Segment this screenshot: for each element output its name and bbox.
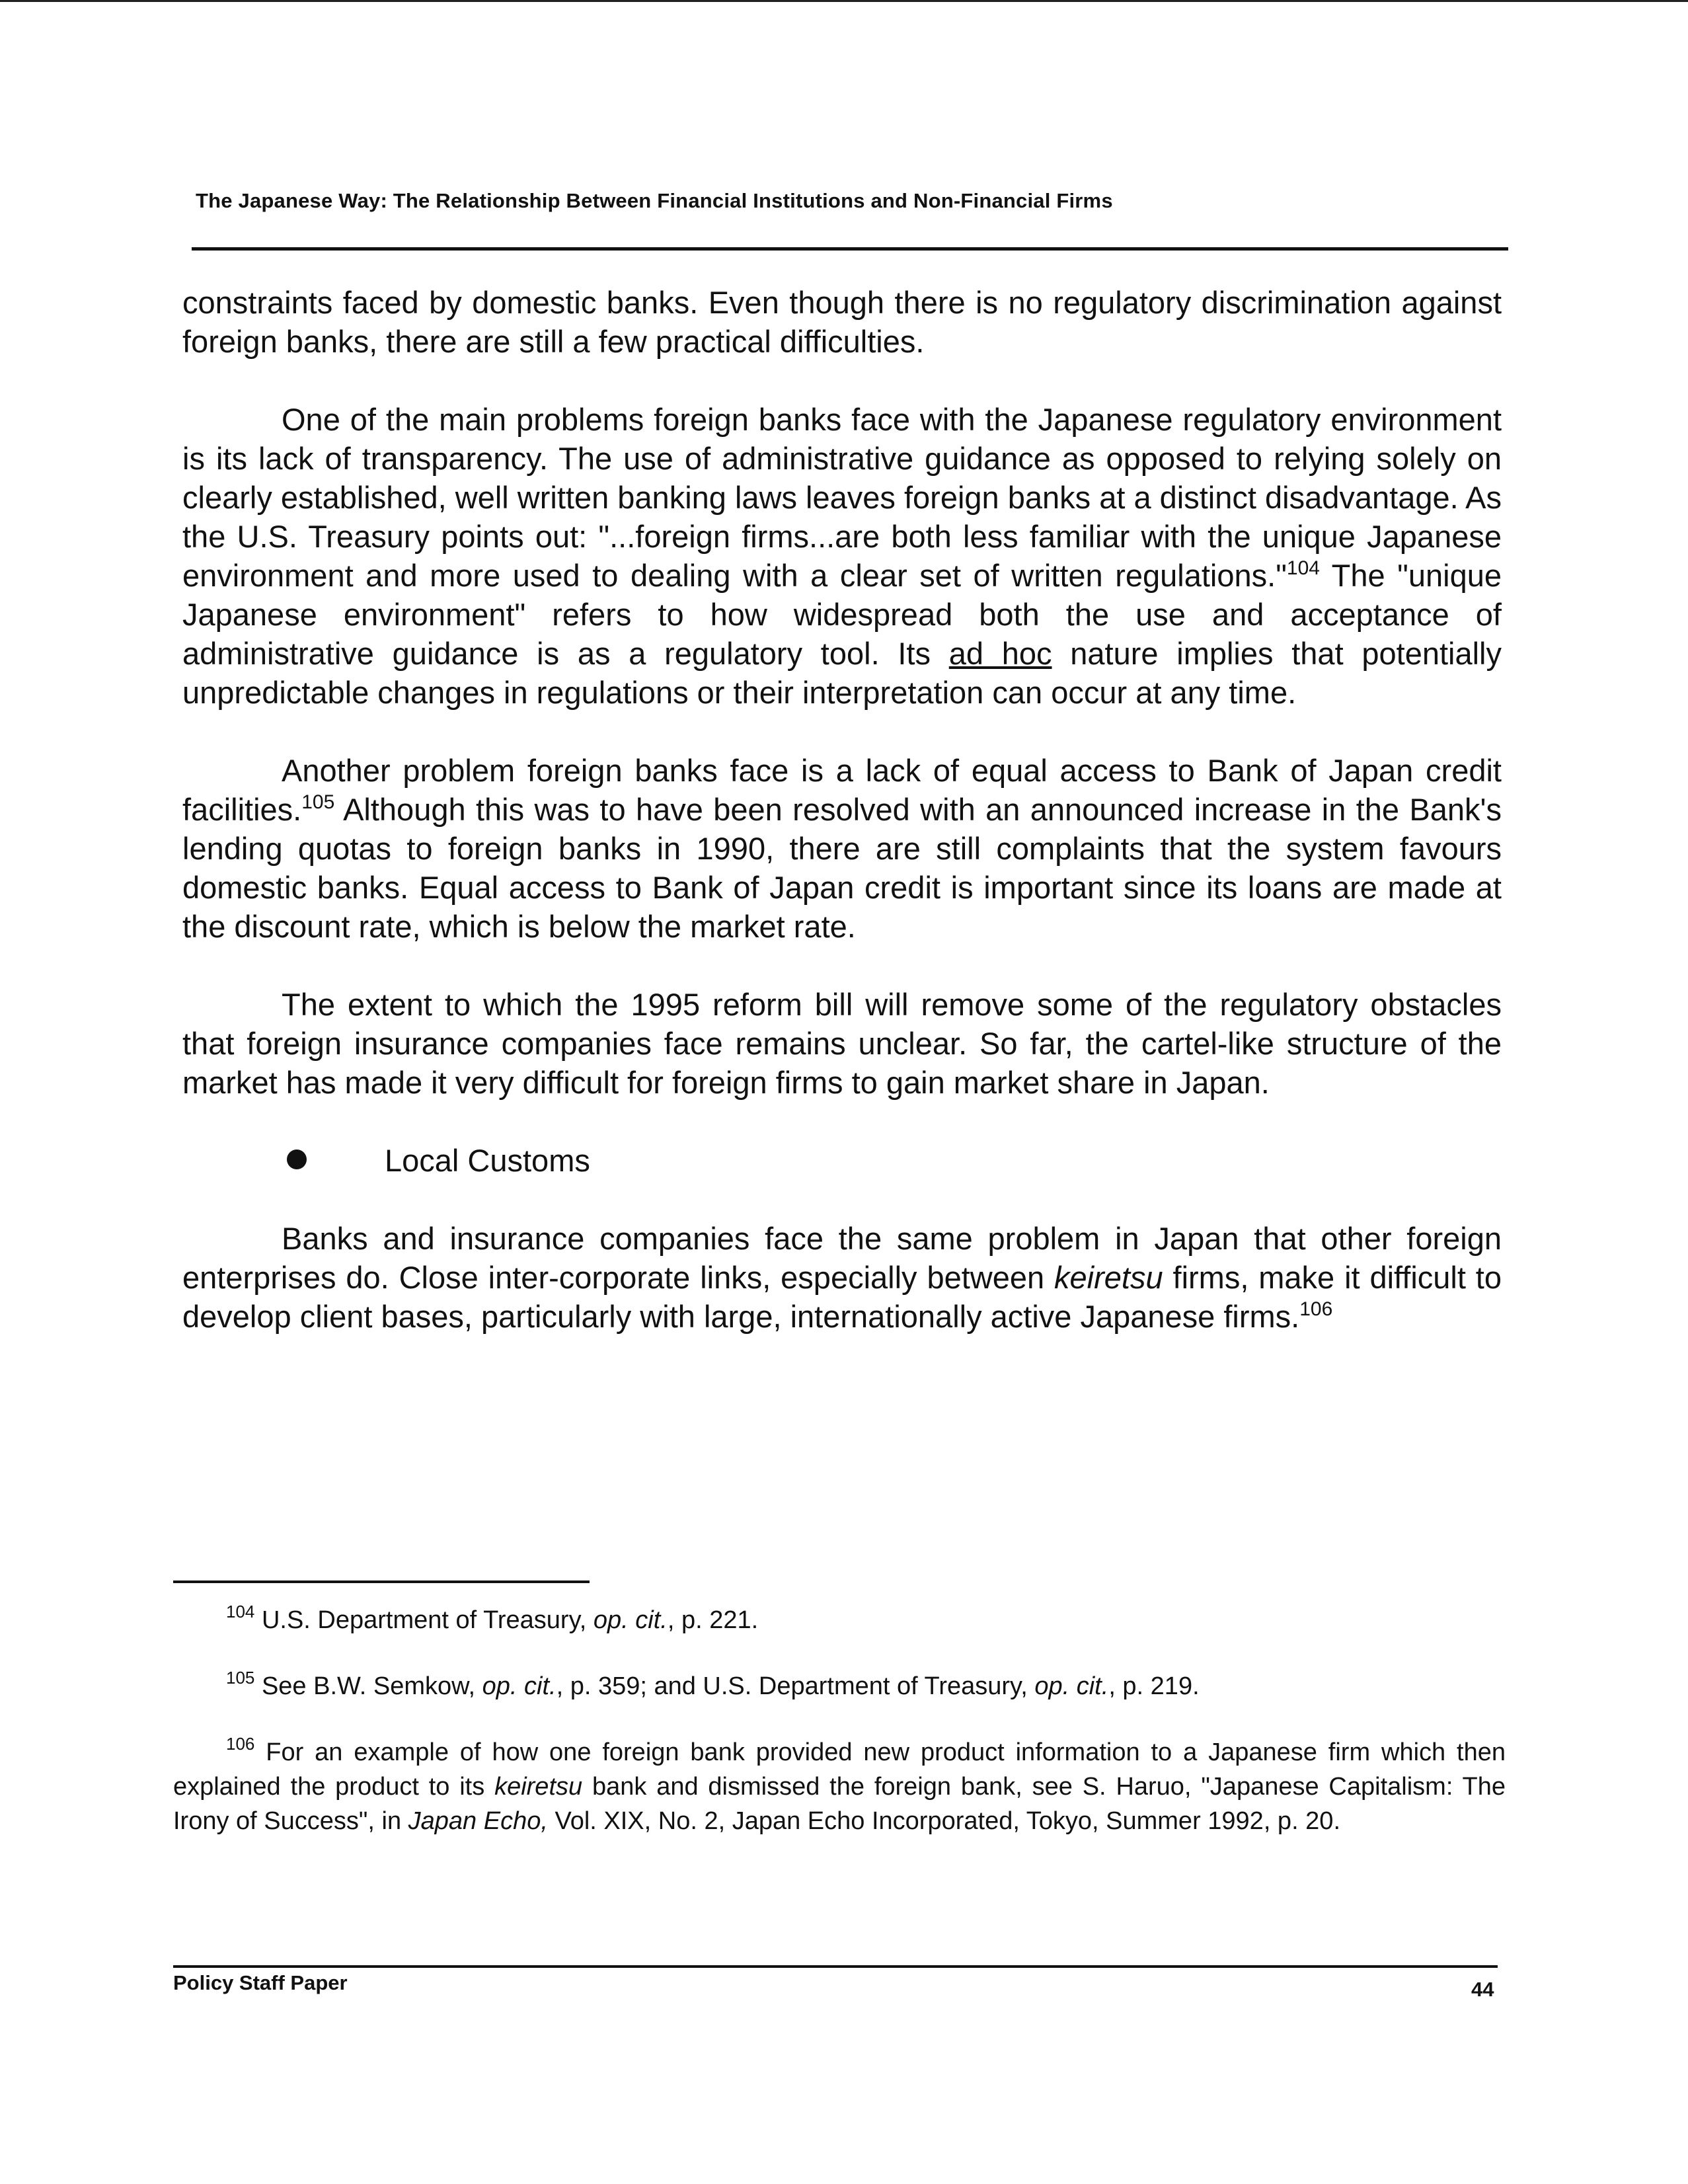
footnote-104: $^{104}$ U.S. Department of Treasury, op. cit., p. 221. (226, 1602, 759, 1634)
bullet-section-heading (182, 1141, 1502, 1180)
footnote-separator (173, 1580, 590, 1583)
body-text (182, 283, 1502, 1375)
running-header: The Japanese Way: The Relationship Between Financial Institutions and Non-Financial Firms (196, 189, 1113, 212)
footnote-105: $^{105}$ See B.W. Semkow, op. cit., p. 359; and U.S. Department of Treasury, op. cit., p. 219. (226, 1668, 1200, 1700)
paragraph-continuation: constraints faced by domestic banks. Even though there is no regulatory discrimination against foreign banks, there are still a few practical difficulties. (182, 285, 1502, 359)
paragraph-local-customs: Banks and insurance companies face the same problem in Japan that other foreign enterprises do. Close inter-corporate links, especially between keiretsu firms, make it difficult to develop client bases, particularly with large, internationally active Japanese firms.$^{106}$ (182, 1221, 1502, 1334)
footer-rule (173, 1965, 1498, 1968)
ad-hoc-underlined: ad hoc (948, 636, 1052, 671)
footer-series-title: Policy Staff Paper (173, 1971, 348, 1994)
footnote-ref-106[interactable]: 106 (1299, 1298, 1333, 1320)
bullet-icon (287, 1150, 307, 1169)
header-rule (192, 247, 1508, 251)
page-number: 44 (1471, 1978, 1494, 2001)
footnote-106: $^{106}$ For an example of how one foreign bank provided new product information to a Japanese firm which then explained the product to its keiretsu bank and dismissed the foreign bank, see S. Haruo, "Japanese Capitalism: The Irony of Success", in Japan Echo, Vol. XIX, No. 2, Japan Echo Incorporated, Tokyo, Summer 1992, p. 20. (173, 1734, 1506, 1835)
section-heading-local-customs: Local Customs (385, 1143, 590, 1178)
keiretsu-italic: keiretsu (1054, 1260, 1163, 1295)
footnotes (173, 1603, 1506, 1870)
paragraph-transparency: One of the main problems foreign banks face with the Japanese regulatory environment is its lack of transparency. The use of administrative guidance as opposed to relying solely on clearly established, well written banking laws leaves foreign banks at a distinct disadvantage. As the U.S. Treasury points out: "...foreign firms...are both less familiar with the unique Japanese environment and more used to dealing with a clear set of written regulations."$^{104}$ The "unique Japanese environment" refers to how widespread both the use and acceptance of administrative guidance is as a regulatory tool. Its ad hoc nature implies that potentially unpredictable changes in regulations or their interpretation can occur at any time. (182, 402, 1502, 710)
document-page (173, 0, 1506, 2184)
footnote-ref-105[interactable]: 105 (301, 791, 335, 813)
paragraph-reform-bill: The extent to which the 1995 reform bill will remove some of the regulatory obstacles that foreign insurance companies face remains unclear. So far, the cartel-like structure of the market has made it very difficult for foreign firms to gain market share in Japan. (182, 987, 1502, 1100)
footnote-ref-104[interactable]: 104 (1286, 557, 1320, 579)
paragraph-credit-access: Another problem foreign banks face is a lack of equal access to Bank of Japan credit facilities.$^{105}$ Although this was to have been resolved with an announced increase in the Bank's lending quotas to foreign banks in 1990, there are still complaints that the system favours domestic banks. Equal access to Bank of Japan credit is important since its loans are made at the discount rate, which is below the market rate. (182, 753, 1502, 944)
